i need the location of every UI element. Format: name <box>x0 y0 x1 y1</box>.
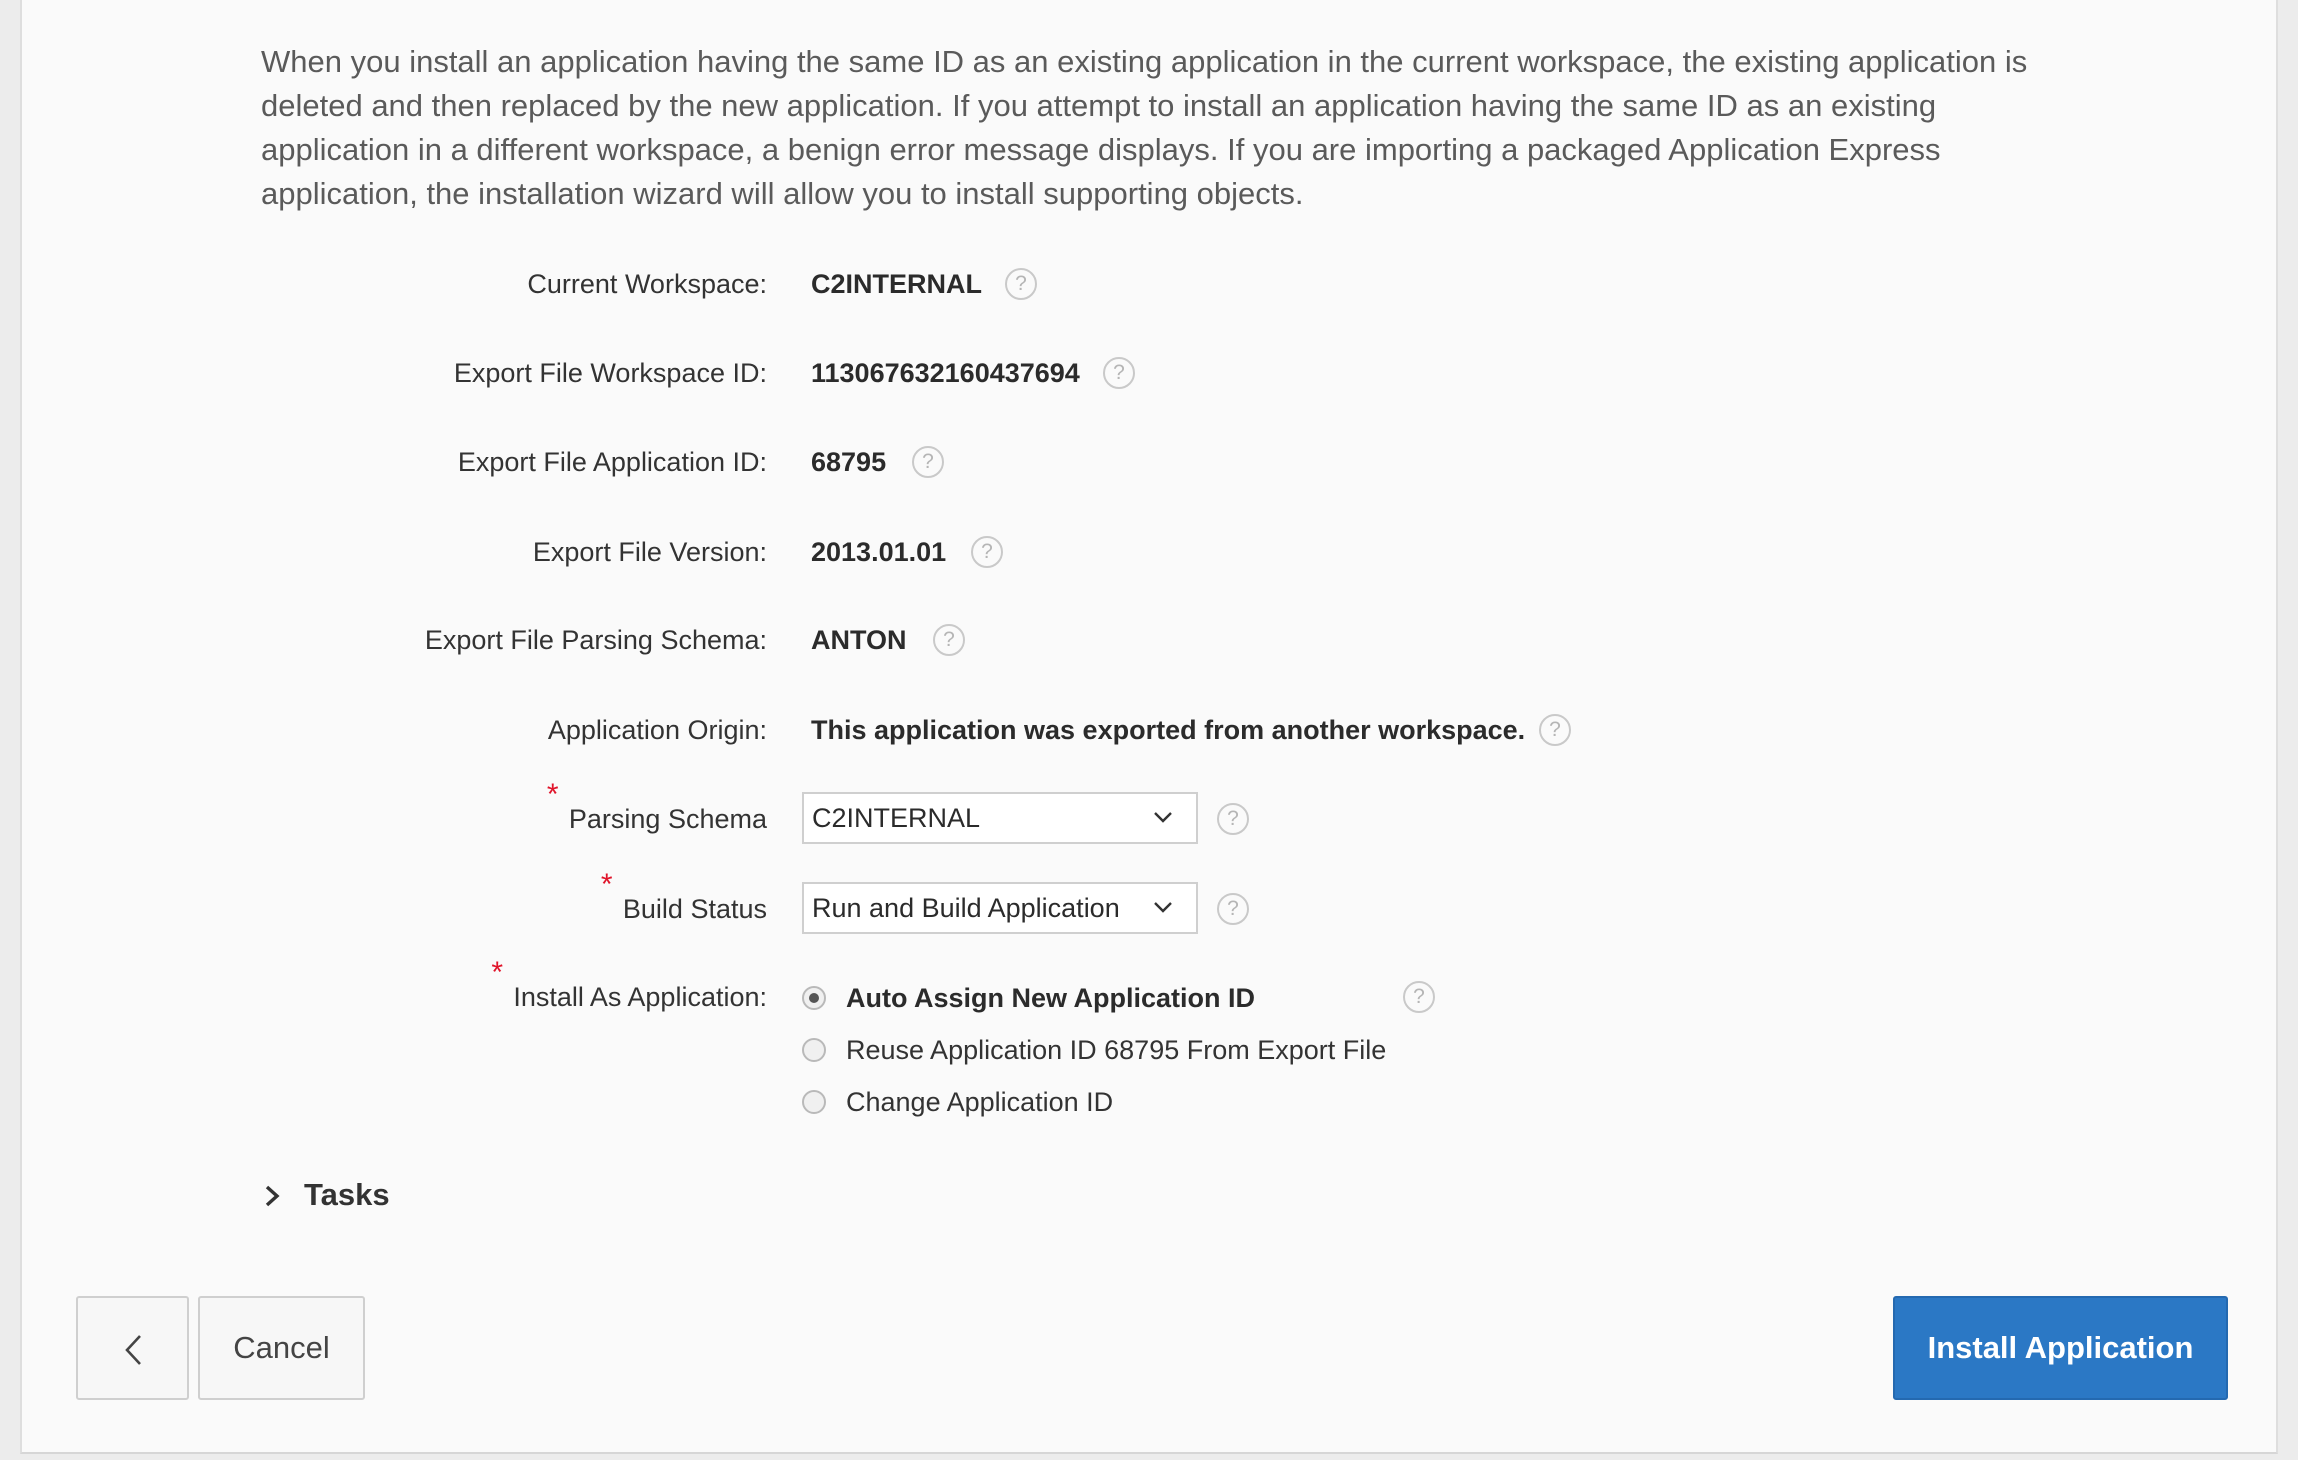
chevron-down-icon <box>1152 806 1174 828</box>
row-export-file-version <box>0 527 2298 577</box>
row-export-application-id <box>0 437 2298 487</box>
help-icon[interactable]: ? <box>1217 893 1249 925</box>
row-parsing-schema <box>0 778 2298 844</box>
row-build-status <box>0 868 2298 934</box>
radio-reuse-id-label[interactable]: Reuse Application ID 68795 From Export File <box>846 1035 1387 1065</box>
radio-change-id-label[interactable]: Change Application ID <box>846 1087 1114 1117</box>
help-icon[interactable]: ? <box>1539 714 1571 746</box>
build-status-selected: Run and Build Application <box>812 893 1120 923</box>
install-as-label-text: Install As Application: <box>513 982 767 1012</box>
export-parsing-schema-value: ANTON <box>811 625 907 655</box>
radio-button[interactable] <box>802 1038 826 1062</box>
export-parsing-schema-label: Export File Parsing Schema: <box>424 625 767 655</box>
help-icon[interactable]: ? <box>912 446 944 478</box>
tasks-label: Tasks <box>304 1177 390 1212</box>
parsing-schema-label-text: Parsing Schema <box>568 804 767 834</box>
export-workspace-id-label: Export File Workspace ID: <box>453 358 767 388</box>
help-icon[interactable]: ? <box>933 624 965 656</box>
help-icon[interactable]: ? <box>1103 357 1135 389</box>
row-export-workspace-id <box>0 348 2298 398</box>
application-origin-value: This application was exported from another workspace. <box>811 715 1526 745</box>
row-application-origin <box>0 705 2298 755</box>
cancel-button[interactable]: Cancel <box>198 1296 365 1400</box>
build-status-label-text: Build Status <box>622 894 767 924</box>
build-status-select[interactable] <box>802 882 1198 934</box>
chevron-right-icon <box>262 1184 282 1208</box>
parsing-schema-selected: C2INTERNAL <box>812 803 981 833</box>
application-origin-label: Application Origin: <box>547 715 767 745</box>
install-application-button[interactable]: Install Application <box>1893 1296 2228 1400</box>
help-icon[interactable]: ? <box>1403 981 1435 1013</box>
current-workspace-value: C2INTERNAL <box>811 269 983 299</box>
parsing-schema-label <box>546 778 767 844</box>
export-application-id-label: Export File Application ID: <box>457 447 767 477</box>
radio-button-checked[interactable] <box>802 986 826 1010</box>
install-as-label <box>491 956 767 1022</box>
row-current-workspace <box>0 259 2298 309</box>
current-workspace-label: Current Workspace: <box>527 269 767 299</box>
radio-auto-assign-label[interactable]: Auto Assign New Application ID <box>846 983 1256 1013</box>
row-export-parsing-schema <box>0 615 2298 665</box>
help-icon[interactable]: ? <box>1005 268 1037 300</box>
required-marker: * <box>600 868 613 901</box>
required-marker: * <box>546 778 559 811</box>
chevron-left-icon <box>124 1334 144 1366</box>
parsing-schema-select[interactable] <box>802 792 1198 844</box>
chevron-down-icon <box>1152 896 1174 918</box>
export-application-id-value: 68795 <box>811 447 887 477</box>
back-button[interactable] <box>76 1296 189 1400</box>
radio-button[interactable] <box>802 1090 826 1114</box>
export-file-version-label: Export File Version: <box>532 537 767 567</box>
required-marker: * <box>491 956 504 989</box>
help-icon[interactable]: ? <box>971 536 1003 568</box>
help-icon[interactable]: ? <box>1217 803 1249 835</box>
export-file-version-value: 2013.01.01 <box>811 537 947 567</box>
export-workspace-id-value: 113067632160437694 <box>811 358 1080 388</box>
build-status-label <box>600 868 767 934</box>
intro-description: When you install an application having the same ID as an existing application in the current workspace, the existing application is deleted and then replaced by the new application. If you attempt to install an application having the same ID as an existing application in a different workspace, a benign error message displays. If you are importing a packaged Application Express application, the installation wizard will allow you to install supporting objects. <box>261 44 2028 211</box>
